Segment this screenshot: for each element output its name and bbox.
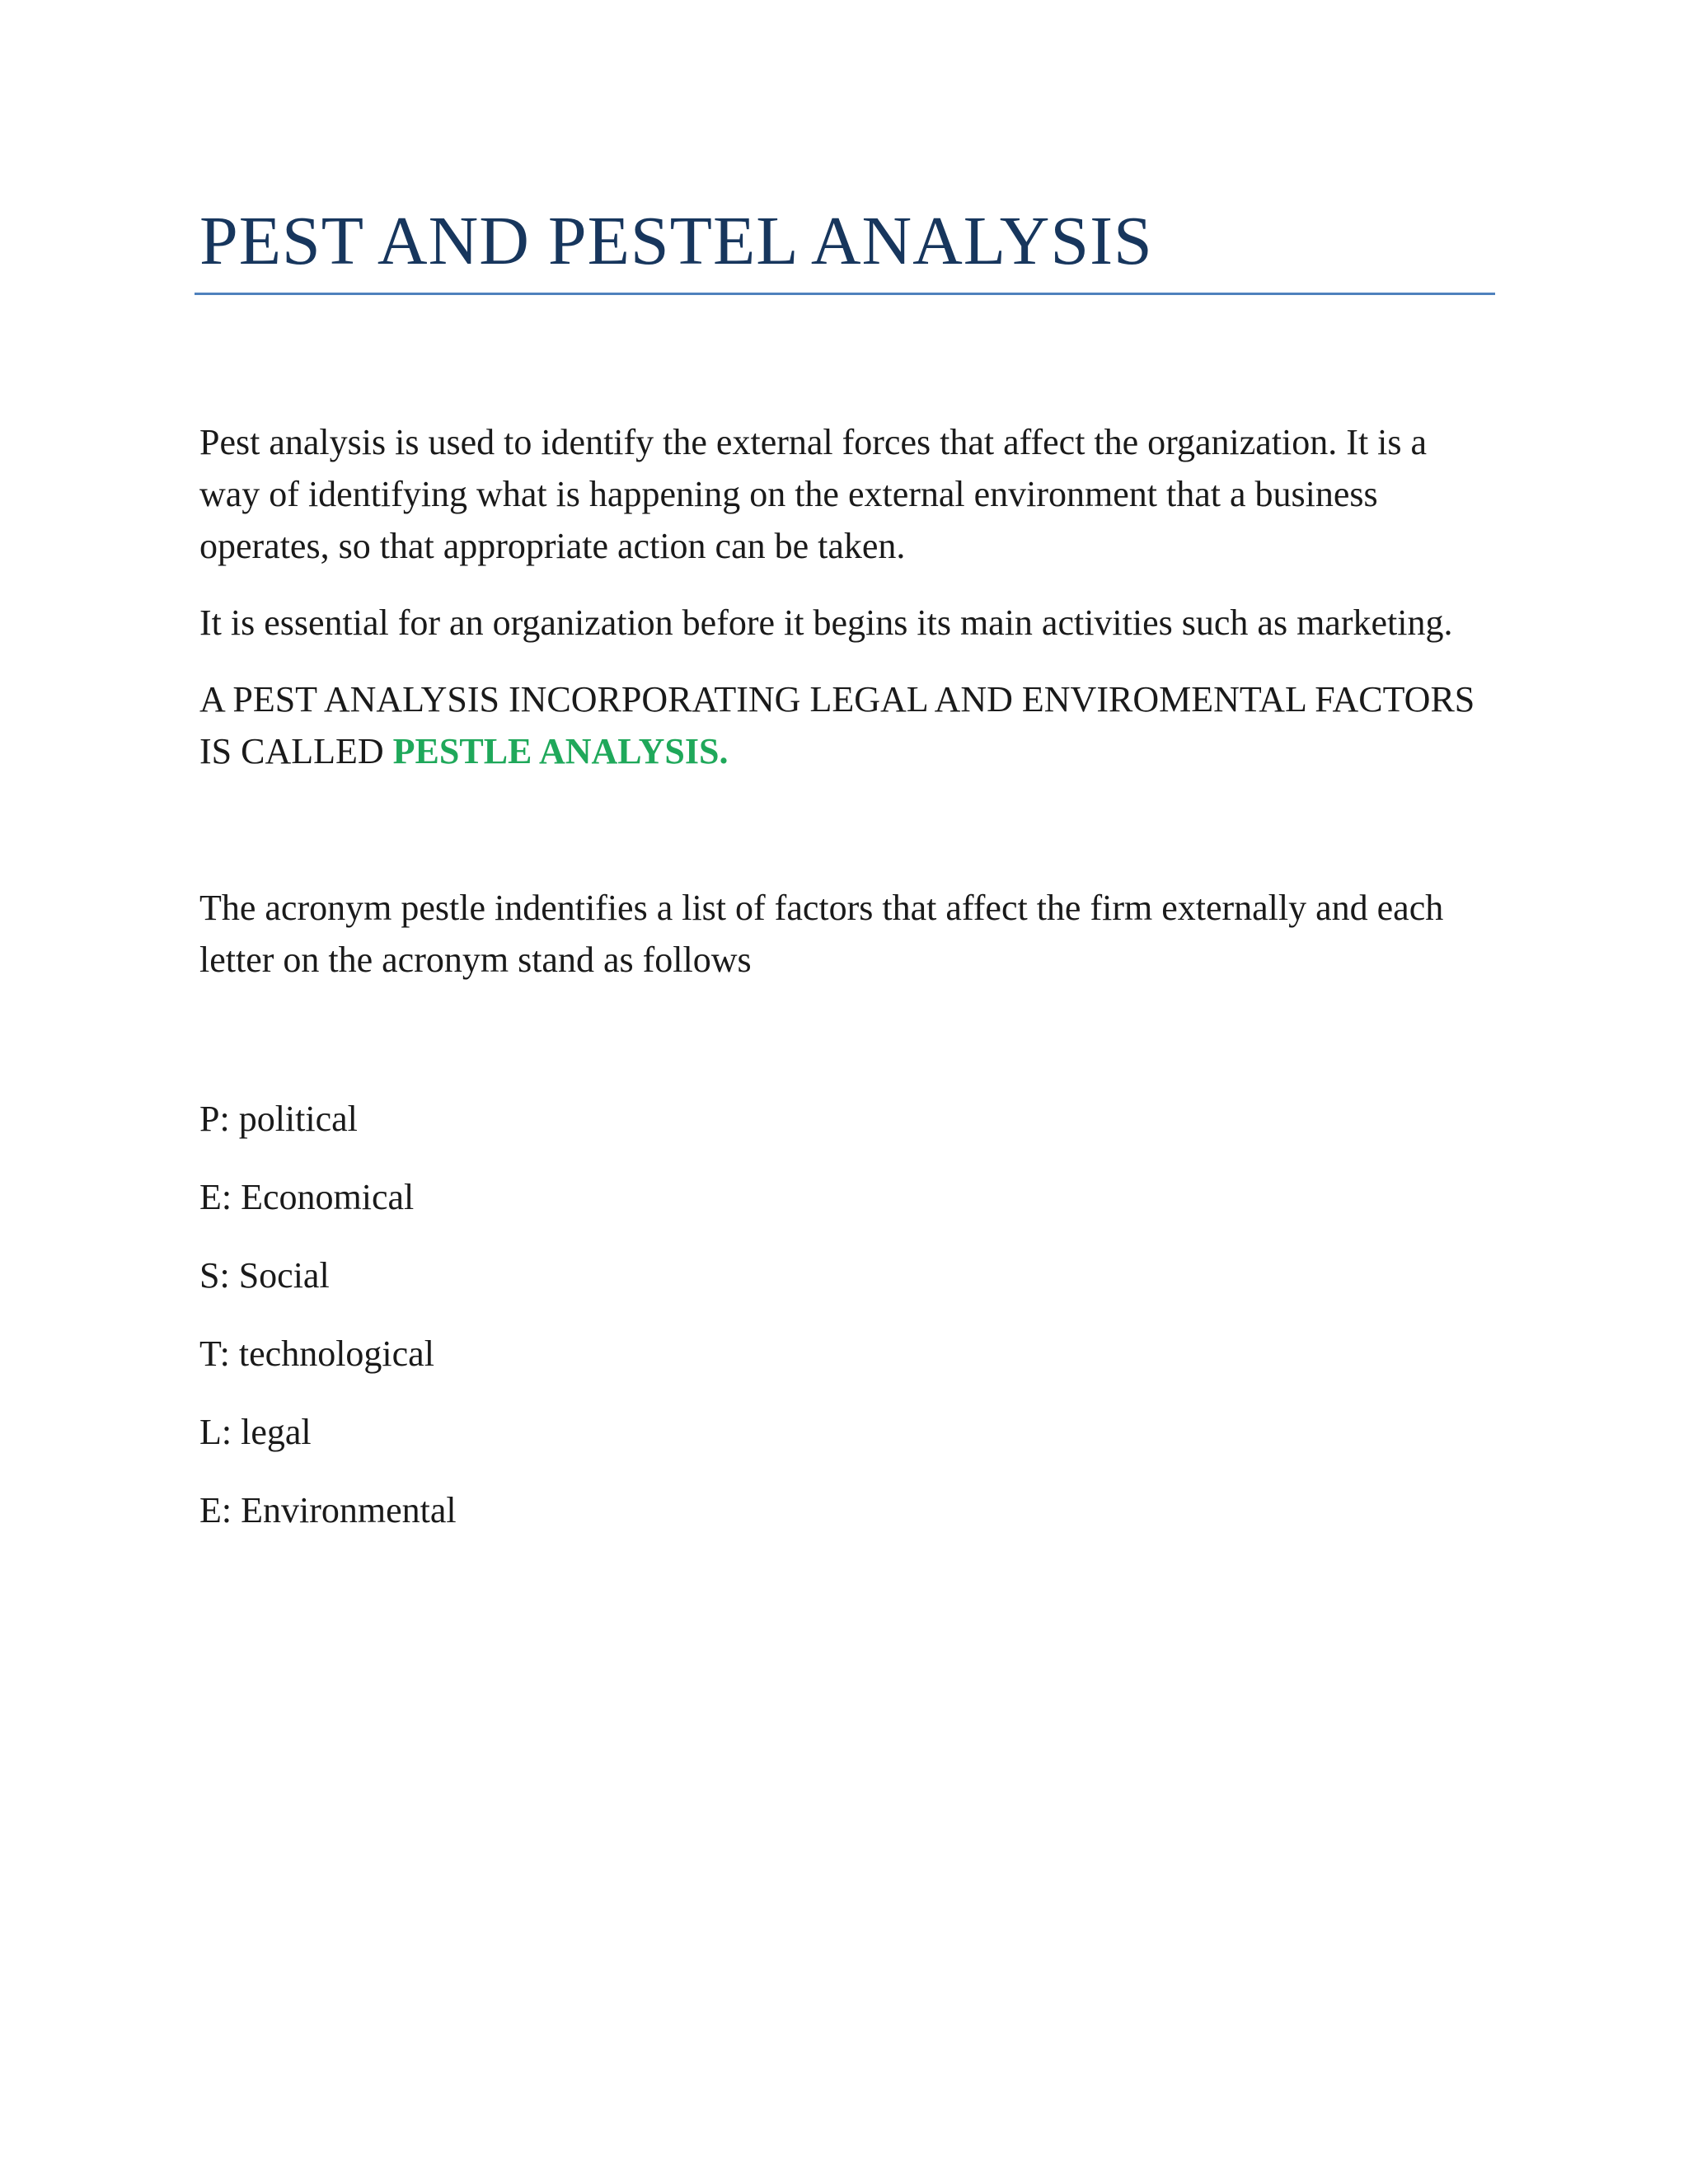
factor-item-legal: L: legal	[199, 1412, 312, 1452]
factor-item-political: P: political	[199, 1099, 358, 1139]
title-underline	[195, 293, 1495, 295]
pestle-callout-text: A PEST ANALYSIS INCORPORATING LEGAL AND ENVIROMENTAL FACTORS IS CALLED	[199, 679, 1475, 771]
pestle-callout	[199, 673, 1485, 777]
document-title: PEST AND PESTEL ANALYSIS	[199, 203, 1153, 279]
document-body	[199, 416, 1485, 1563]
pestle-highlight: PESTLE ANALYSIS.	[392, 731, 729, 771]
factor-item-environmental: E: Environmental	[199, 1490, 457, 1530]
factor-item-technological: T: technological	[199, 1333, 434, 1374]
factor-list	[199, 1093, 1485, 1563]
acronym-intro: The acronym pestle indentifies a list of factors that affect the firm externally and each letter on the acronym stand as follows	[199, 888, 1444, 980]
factor-item-economical: E: Economical	[199, 1177, 415, 1217]
paragraph-definition: Pest analysis is used to identify the external forces that affect the organization. It is a way of identifying what is happening on the external environment that a business operates, so that appropriate action can be taken.	[199, 422, 1428, 566]
factor-item-social: S: Social	[199, 1255, 330, 1296]
paragraph-importance: It is essential for an organization before it begins its main activities such as marketing.	[199, 602, 1453, 643]
